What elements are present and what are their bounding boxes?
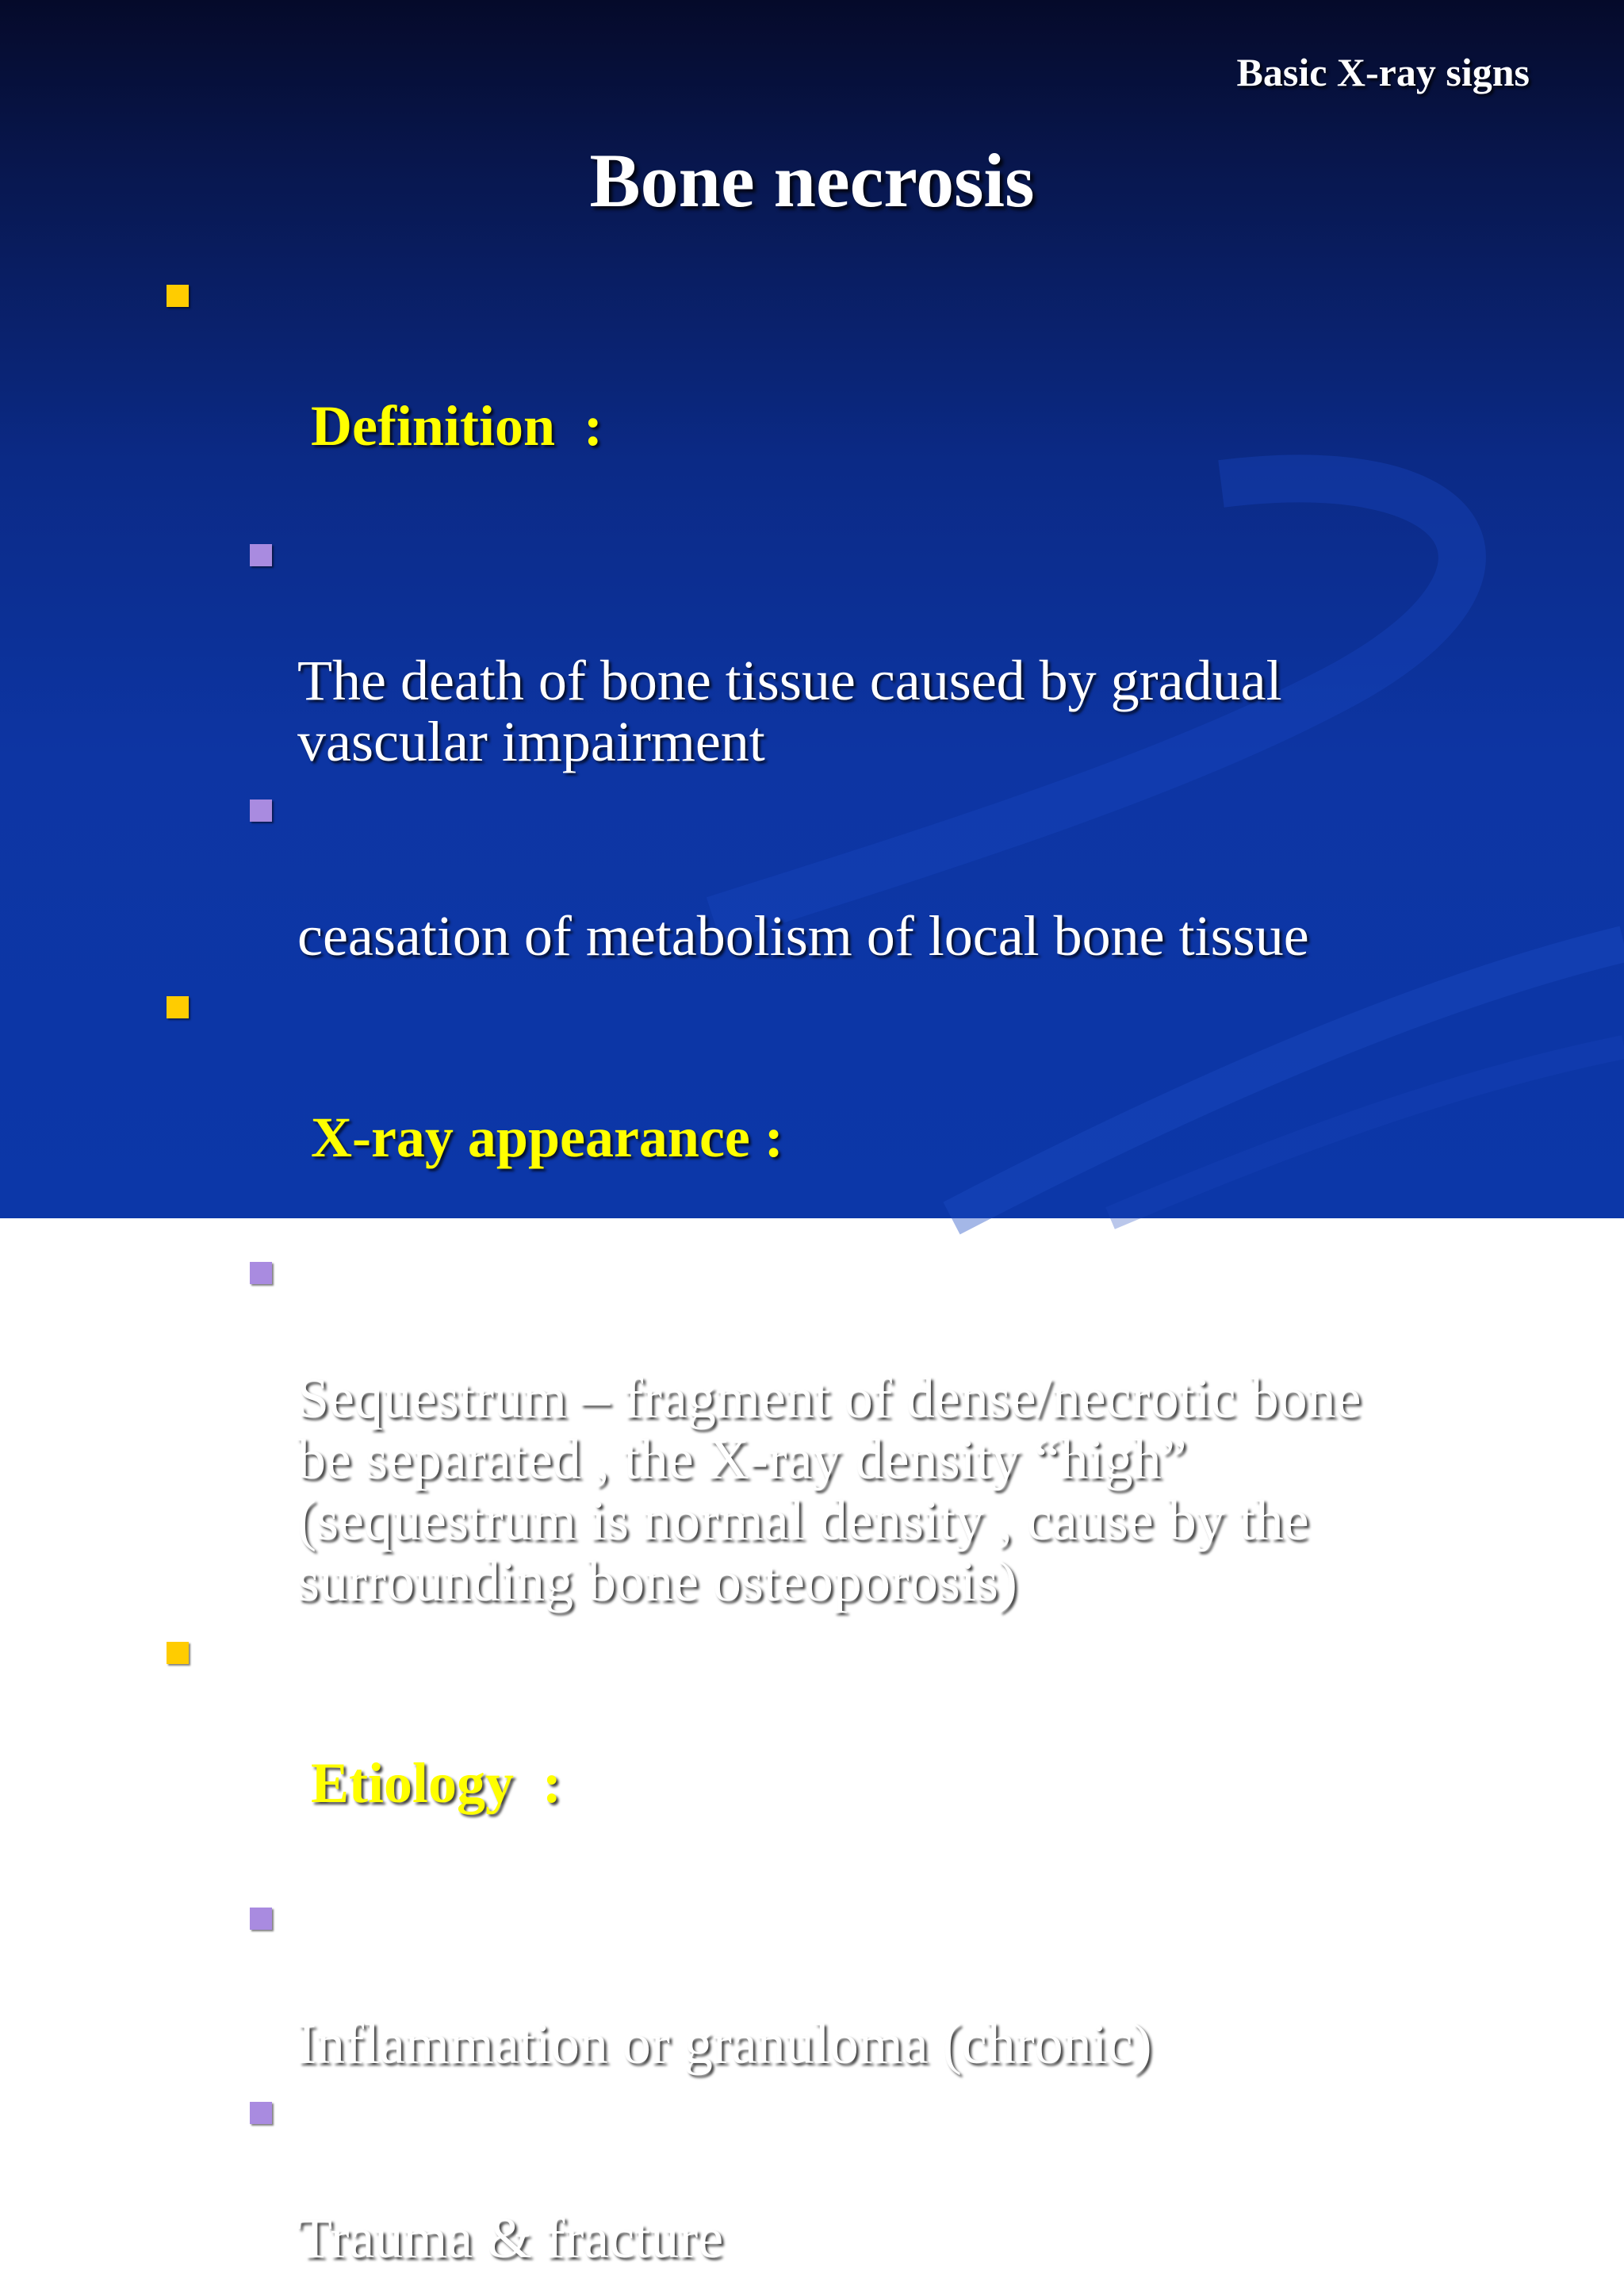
section-heading-text: X-ray appearance : <box>311 1106 783 1169</box>
square-bullet-icon <box>167 996 189 1018</box>
square-bullet-icon <box>167 1642 189 1664</box>
etiology-item <box>250 1892 1515 2075</box>
section-etiology-heading <box>167 1620 1515 1881</box>
square-bullet-icon <box>250 799 272 822</box>
section-definition-heading <box>167 263 1515 523</box>
square-bullet-icon <box>167 285 189 307</box>
list-item-text: The death of bone tissue caused by gradual vascular impairment <box>297 649 1282 773</box>
square-bullet-icon <box>250 1908 272 1930</box>
header-label: Basic X-ray signs <box>1236 50 1530 94</box>
slide-content <box>167 263 1515 2269</box>
list-item-text: ceasation of metabolism of local bone tissue <box>297 904 1309 968</box>
section-heading-text: Etiology : <box>311 1751 561 1815</box>
definition-item <box>250 528 1515 773</box>
etiology-item <box>250 2086 1515 2269</box>
list-item-text: Trauma & fracture <box>297 2207 724 2270</box>
section-heading-text: Definition : <box>311 394 603 458</box>
square-bullet-icon <box>250 1262 272 1284</box>
section-xray-heading <box>167 975 1515 1235</box>
definition-item <box>250 784 1515 967</box>
list-item-text: Sequestrum – fragment of dense/necrotic bone be separated , the X-ray density “high” (sequestrum is normal density , cause by the surrounding bone osteoporosis) <box>297 1367 1362 1613</box>
square-bullet-icon <box>250 544 272 566</box>
xray-item <box>250 1246 1515 1612</box>
list-item-text: Inflammation or granuloma (chronic) <box>297 2012 1152 2076</box>
slide-title: Bone necrosis <box>589 138 1035 223</box>
square-bullet-icon <box>250 2102 272 2124</box>
